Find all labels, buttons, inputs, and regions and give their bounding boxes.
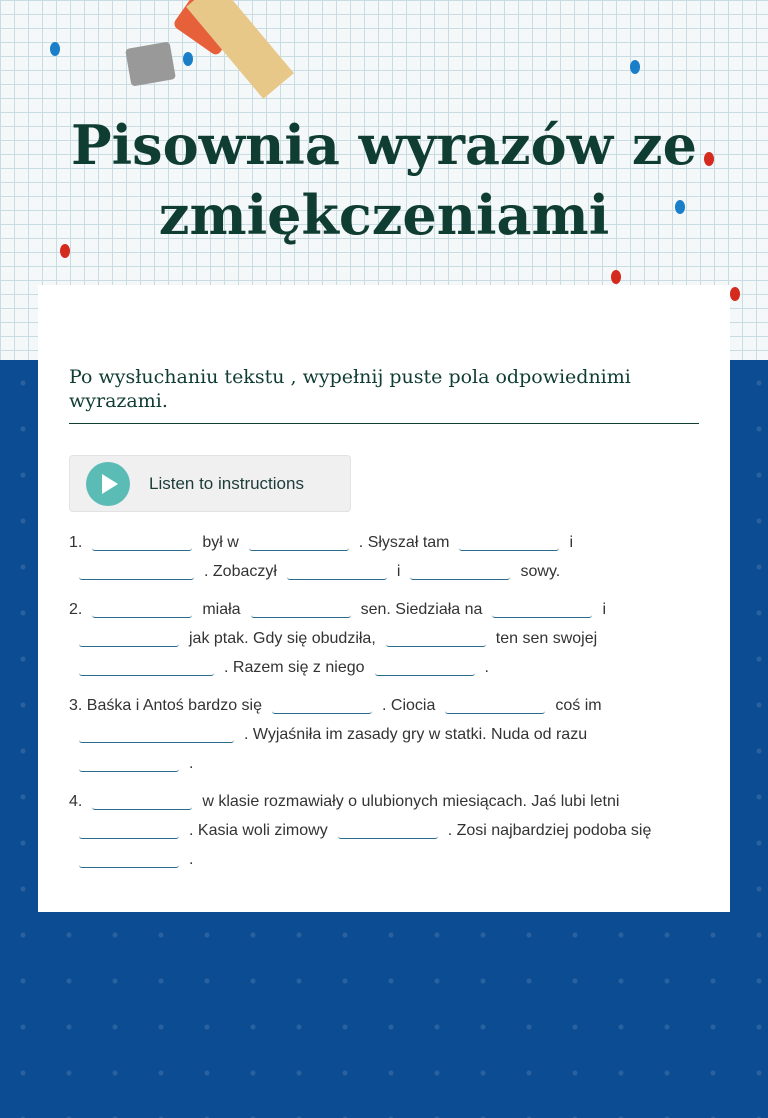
exercise-text: sowy. xyxy=(520,563,561,580)
exercise-text: i xyxy=(569,534,574,551)
blank-input[interactable] xyxy=(79,752,179,772)
decor-dot xyxy=(183,52,193,66)
exercise-text: . Wyjaśniła im zasady gry w statki. Nuda od razu xyxy=(244,726,588,743)
exercise-item xyxy=(69,691,701,778)
exercise-text: sen. Siedziała na xyxy=(360,601,483,618)
exercise-text: 1. xyxy=(69,534,83,551)
listen-label: Listen to instructions xyxy=(149,473,304,493)
exercise-text: w klasie rozmawiały o ulubionych miesiącach. Jaś lubi letni xyxy=(202,793,620,810)
blank-input[interactable] xyxy=(492,598,592,618)
page-title: Pisownia wyrazów ze zmiękczeniami xyxy=(71,113,697,247)
sharpener-icon xyxy=(125,41,176,86)
exercise-text: . Zobaczył xyxy=(204,563,277,580)
listen-instructions-button[interactable] xyxy=(69,455,351,512)
blank-input[interactable] xyxy=(251,598,351,618)
decor-dot xyxy=(730,287,740,301)
blank-input[interactable] xyxy=(272,694,372,714)
decor-dot xyxy=(611,270,621,284)
decor-dot xyxy=(50,42,60,56)
exercise-text: . xyxy=(189,755,194,772)
exercise-item xyxy=(69,528,701,586)
exercise-text: . xyxy=(189,851,194,868)
decor-dot xyxy=(630,60,640,74)
blank-input[interactable] xyxy=(338,819,438,839)
exercise-text: coś im xyxy=(555,697,602,714)
blank-input[interactable] xyxy=(375,656,475,676)
blank-input[interactable] xyxy=(410,560,510,580)
blank-input[interactable] xyxy=(92,790,192,810)
blank-input[interactable] xyxy=(79,656,214,676)
blank-input[interactable] xyxy=(386,627,486,647)
exercise-text: . Razem się z niego xyxy=(224,659,365,676)
exercise-text: . Kasia woli zimowy xyxy=(189,822,328,839)
blank-input[interactable] xyxy=(459,531,559,551)
blank-input[interactable] xyxy=(92,531,192,551)
exercise-text: miała xyxy=(202,601,241,618)
exercise-text: i xyxy=(396,563,401,580)
blank-input[interactable] xyxy=(92,598,192,618)
blank-input[interactable] xyxy=(287,560,387,580)
exercise-text: . Zosi najbardziej podoba się xyxy=(447,822,652,839)
exercise-text: . Słyszał tam xyxy=(358,534,450,551)
blank-input[interactable] xyxy=(79,560,194,580)
blank-input[interactable] xyxy=(79,627,179,647)
exercise-text: ten sen swojej xyxy=(495,630,598,647)
exercise-text: jak ptak. Gdy się obudziła, xyxy=(189,630,376,647)
exercise-item xyxy=(69,595,701,682)
play-icon xyxy=(86,462,130,506)
exercise-text: 4. xyxy=(69,793,83,810)
blank-input[interactable] xyxy=(79,723,234,743)
blank-input[interactable] xyxy=(249,531,349,551)
exercise-text: był w xyxy=(202,534,239,551)
exercise-text: . Ciocia xyxy=(382,697,436,714)
exercise-text: 3. Baśka i Antoś bardzo się xyxy=(69,697,262,714)
exercise-item xyxy=(69,787,701,874)
blank-input[interactable] xyxy=(79,848,179,868)
exercise-list xyxy=(69,528,701,883)
exercise-text: i xyxy=(602,601,606,618)
instruction-text: Po wysłuchaniu tekstu , wypełnij puste pola odpowiednimi wyrazami. xyxy=(69,365,699,424)
blank-input[interactable] xyxy=(79,819,179,839)
exercise-text: . xyxy=(484,659,489,676)
blank-input[interactable] xyxy=(445,694,545,714)
worksheet-card xyxy=(38,285,730,912)
exercise-text: 2. xyxy=(69,601,83,618)
